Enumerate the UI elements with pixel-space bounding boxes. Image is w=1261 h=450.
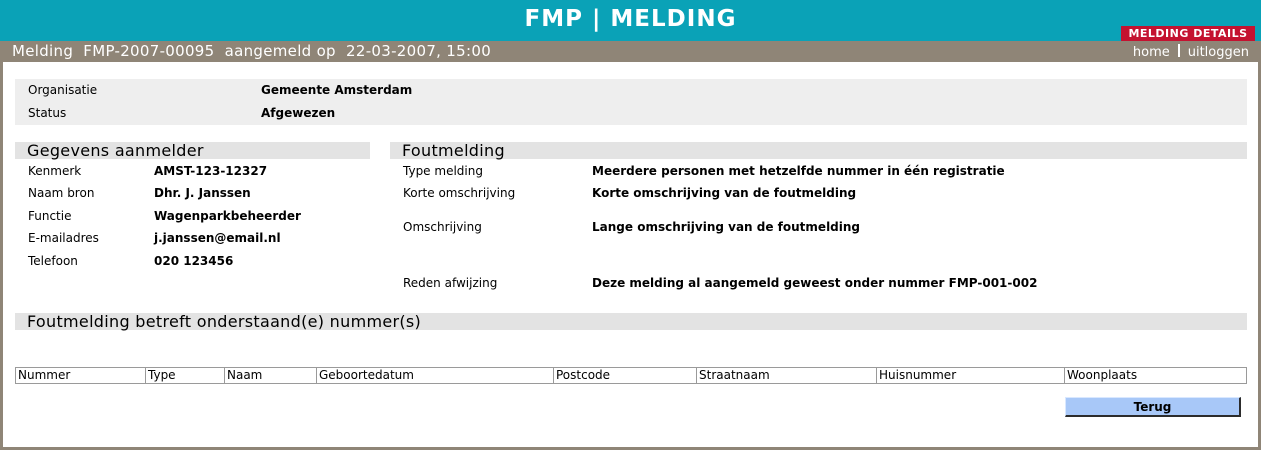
reporter-field-value: 020 123456 bbox=[154, 254, 234, 268]
column-header[interactable]: Postcode bbox=[554, 368, 697, 383]
logout-link[interactable]: uitloggen bbox=[1187, 45, 1249, 60]
reporter-field-label: Telefoon bbox=[28, 254, 78, 268]
column-header[interactable]: Straatnaam bbox=[697, 368, 877, 383]
reporter-heading-text: Gegevens aanmelder bbox=[27, 141, 204, 160]
column-header[interactable]: Huisnummer bbox=[877, 368, 1065, 383]
error-field-value: Meerdere personen met hetzelfde nummer in één registratie bbox=[592, 164, 1005, 178]
column-header[interactable]: Nummer bbox=[16, 368, 146, 383]
organisation-label: Organisatie bbox=[28, 83, 98, 97]
reporter-field-value: Dhr. J. Janssen bbox=[154, 186, 251, 200]
column-header[interactable]: Geboortedatum bbox=[317, 368, 554, 383]
error-field-label: Omschrijving bbox=[403, 220, 482, 234]
top-nav bbox=[1133, 44, 1249, 60]
sub-header-bar bbox=[0, 41, 1261, 62]
column-header[interactable]: Woonplaats bbox=[1067, 368, 1138, 382]
melding-title: Melding FMP-2007-00095 aangemeld op 22-03-2007, 15:00 bbox=[12, 42, 492, 60]
reporter-field-value: Wagenparkbeheerder bbox=[154, 209, 301, 223]
reporter-field-value: j.janssen@email.nl bbox=[154, 231, 281, 245]
nav-separator bbox=[1178, 44, 1180, 57]
status-value: Afgewezen bbox=[261, 106, 336, 120]
back-button[interactable]: Terug bbox=[1065, 397, 1241, 417]
error-section-heading bbox=[390, 142, 1247, 159]
melding-details-badge: MELDING DETAILS bbox=[1121, 26, 1255, 41]
error-field-value: Korte omschrijving van de foutmelding bbox=[592, 186, 857, 200]
error-field-value: Lange omschrijving van de foutmelding bbox=[592, 220, 861, 234]
column-header[interactable]: Naam bbox=[225, 368, 317, 383]
status-label: Status bbox=[28, 106, 67, 120]
organisation-info-box bbox=[15, 79, 1247, 125]
organisation-value: Gemeente Amsterdam bbox=[261, 83, 413, 97]
reporter-field-label: Kenmerk bbox=[28, 164, 82, 178]
numbers-section-heading bbox=[15, 313, 1247, 330]
home-link[interactable]: home bbox=[1132, 45, 1170, 60]
reporter-field-label: Naam bron bbox=[28, 186, 95, 200]
error-field-value: Deze melding al aangemeld geweest onder nummer FMP-001-002 bbox=[592, 276, 1038, 290]
reporter-field-label: E-mailadres bbox=[28, 231, 99, 245]
reporter-field-value: AMST-123-12327 bbox=[154, 164, 268, 178]
top-header-bar bbox=[0, 0, 1261, 41]
error-field-label: Type melding bbox=[403, 164, 483, 178]
reporter-section-heading bbox=[15, 142, 370, 159]
error-field-label: Korte omschrijving bbox=[403, 186, 516, 200]
reporter-field-label: Functie bbox=[28, 209, 72, 223]
column-header[interactable]: Type bbox=[146, 368, 225, 383]
error-field-label: Reden afwijzing bbox=[403, 276, 498, 290]
app-title: FMP | MELDING bbox=[524, 6, 737, 32]
numbers-heading-text: Foutmelding betreft onderstaand(e) nummer(s) bbox=[27, 312, 422, 331]
error-heading-text: Foutmelding bbox=[402, 141, 505, 160]
numbers-table-header bbox=[15, 367, 1247, 384]
